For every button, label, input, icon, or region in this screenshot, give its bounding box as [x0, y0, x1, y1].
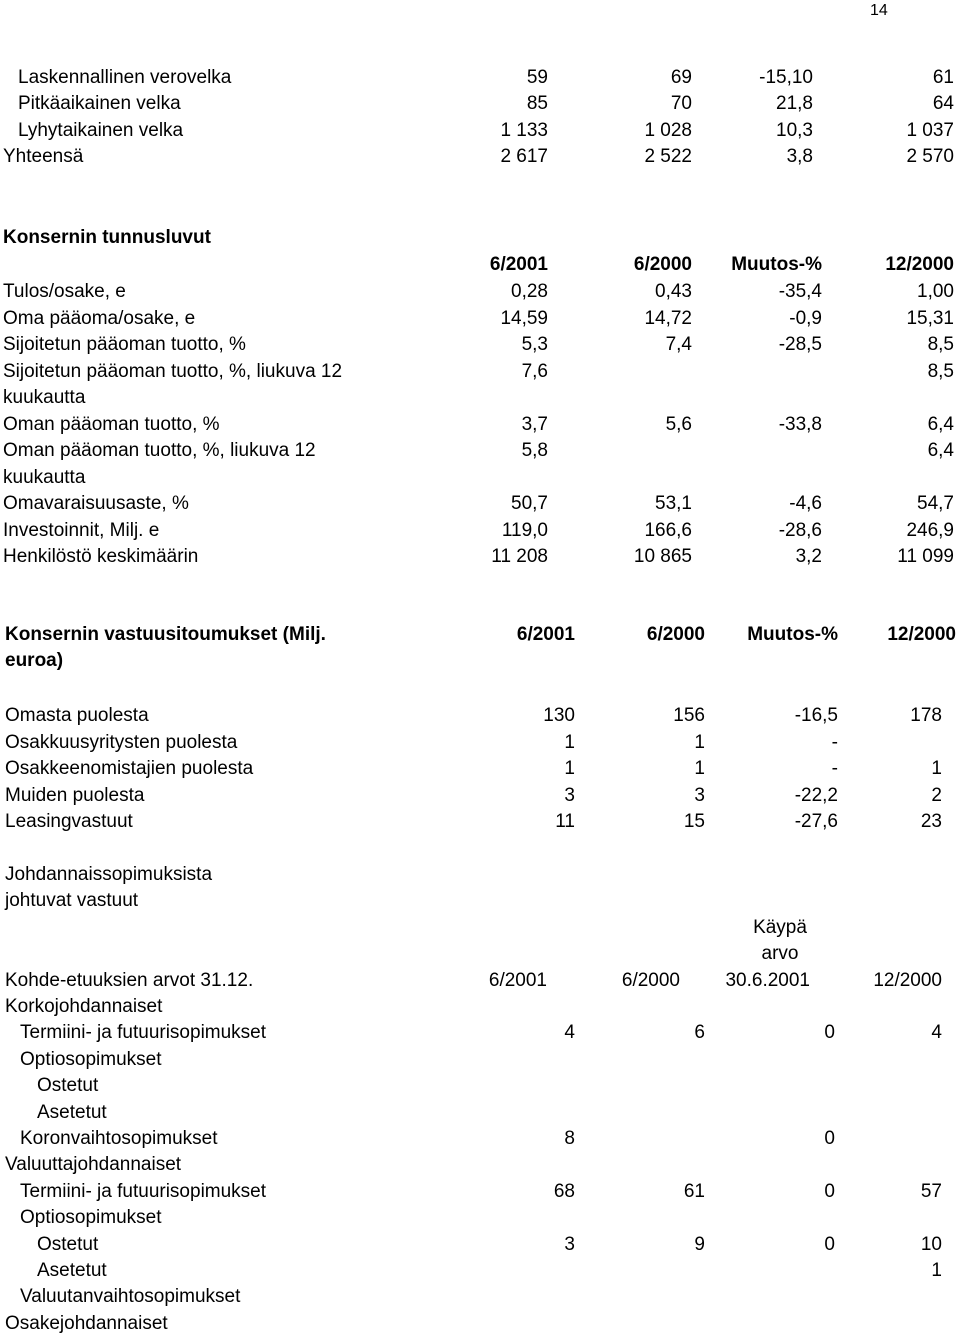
derivatives-header-row	[0, 969, 960, 993]
cell-value: 68	[553, 1180, 575, 1202]
derivatives-title-line1: Johdannaissopimuksista	[5, 864, 213, 885]
row-label: Investoinnit, Milj. e	[3, 519, 160, 541]
row-label-continuation: kuukautta	[3, 466, 86, 488]
derivative-row	[0, 1206, 960, 1230]
derivatives-title	[5, 862, 305, 914]
cell-value: 64	[932, 93, 954, 114]
cell-value: 3,7	[521, 413, 548, 435]
balance-row	[0, 92, 960, 116]
row-label: Laskennallinen verovelka	[18, 67, 232, 88]
cell-value: 0,28	[511, 281, 548, 302]
cell-value: 61	[932, 67, 954, 88]
key-figure-row	[0, 307, 960, 331]
derivative-row	[0, 1180, 960, 1204]
row-label: Korkojohdannaiset	[5, 996, 163, 1017]
cell-value: 8,5	[927, 360, 954, 382]
column-header: 6/2000	[621, 970, 680, 991]
commitment-row	[0, 810, 960, 834]
cell-value: 5,6	[665, 413, 692, 435]
cell-value: 2 617	[500, 146, 548, 167]
derivative-row	[0, 1048, 960, 1072]
commitment-row	[0, 731, 960, 755]
row-label: Asetetut	[37, 1101, 107, 1123]
key-figure-row	[0, 439, 960, 463]
cell-value: 1	[694, 758, 705, 779]
column-header: 6/2000	[633, 254, 692, 275]
derivative-row	[0, 1021, 960, 1045]
cell-value: -28,6	[778, 519, 822, 541]
cell-value: 10 865	[633, 546, 692, 567]
row-label: Oma pääoma/osake, e	[3, 307, 196, 329]
balance-row	[0, 66, 960, 90]
cell-value: 3,8	[786, 146, 813, 167]
key-figure-row	[0, 519, 960, 543]
cell-value: 6	[694, 1022, 705, 1044]
row-label: Optiosopimukset	[20, 1207, 162, 1229]
cell-value: 10,3	[776, 120, 813, 141]
cell-value: -35,4	[778, 281, 822, 302]
key-figure-row-continuation	[0, 386, 960, 410]
cell-value: -16,5	[794, 705, 838, 726]
key-figure-row	[0, 280, 960, 304]
balance-row	[0, 119, 960, 143]
row-label: Valuutanvaihtosopimukset	[20, 1286, 241, 1308]
derivative-row	[0, 1074, 960, 1098]
row-label: Sijoitetun pääoman tuotto, %	[3, 334, 246, 355]
cell-value: 5,3	[521, 334, 548, 355]
row-label: Muiden puolesta	[5, 784, 145, 806]
cell-value: 6,4	[927, 440, 954, 461]
row-label: Koronvaihtosopimukset	[20, 1128, 218, 1149]
cell-value: 3	[694, 784, 705, 806]
cell-value: 3	[564, 784, 575, 806]
cell-value: 6,4	[927, 413, 954, 435]
derivative-row	[0, 1127, 960, 1151]
row-label: Oman pääoman tuotto, %	[3, 413, 220, 435]
cell-value: 11 099	[897, 546, 954, 567]
commitments-title-line2: euroa)	[5, 650, 64, 671]
cell-value: 0	[824, 1233, 835, 1255]
row-label: Tulos/osake, e	[3, 281, 126, 302]
cell-value: 0,43	[655, 281, 692, 302]
cell-value: 57	[920, 1180, 942, 1202]
derivatives-title-line2: johtuvat vastuut	[5, 890, 139, 911]
cell-value: 119,0	[501, 519, 548, 541]
row-label: Termiini- ja futuurisopimukset	[20, 1180, 267, 1202]
cell-value: -28,5	[778, 334, 822, 355]
cell-value: 2 570	[906, 146, 954, 167]
derivative-row	[0, 1101, 960, 1125]
cell-value: 1 037	[906, 120, 954, 141]
cell-value: 166,6	[644, 519, 692, 541]
cell-value: 14,72	[644, 307, 692, 329]
cell-value: 54,7	[917, 493, 954, 514]
cell-value: 23	[920, 811, 942, 832]
fair-value-label	[720, 915, 840, 967]
key-figure-row-continuation	[0, 466, 960, 490]
cell-value: 11	[555, 811, 575, 832]
cell-value: 7,6	[521, 360, 548, 382]
cell-value: 1	[694, 731, 705, 753]
cell-value: 246,9	[906, 519, 954, 541]
row-label: Leasingvastuut	[5, 811, 133, 832]
cell-value: 130	[543, 705, 575, 726]
cell-value: 0	[824, 1022, 835, 1044]
cell-value: 0	[824, 1128, 835, 1149]
cell-value: 1 133	[500, 120, 548, 141]
row-label: Omasta puolesta	[5, 705, 149, 726]
commitment-row	[0, 704, 960, 728]
cell-value: 10	[920, 1233, 942, 1255]
cell-value: -27,6	[794, 811, 838, 832]
row-label: Termiini- ja futuurisopimukset	[20, 1022, 267, 1044]
key-figure-row	[0, 413, 960, 437]
cell-value: 15,31	[906, 307, 954, 329]
cell-value: 50,7	[511, 493, 548, 514]
row-label: Optiosopimukset	[20, 1048, 162, 1070]
cell-value: 4	[931, 1022, 942, 1044]
derivative-row	[0, 995, 960, 1019]
column-header: 6/2001	[489, 254, 548, 275]
cell-value: 2 522	[644, 146, 692, 167]
cell-value: 0	[824, 1180, 835, 1202]
commitment-row	[0, 784, 960, 808]
cell-value: 21,8	[776, 93, 813, 114]
page-number: 14	[870, 2, 888, 19]
derivative-row	[0, 1153, 960, 1177]
row-label: Osakkuusyritysten puolesta	[5, 731, 238, 753]
row-label: Sijoitetun pääoman tuotto, %, liukuva 12	[3, 360, 343, 382]
derivative-row	[0, 1259, 960, 1283]
column-header: 12/2000	[873, 970, 942, 991]
row-label: Valuuttajohdannaiset	[5, 1154, 182, 1176]
row-label: Asetetut	[37, 1260, 107, 1281]
row-label: Osakkeenomistajien puolesta	[5, 758, 254, 779]
cell-value: 5,8	[521, 440, 548, 461]
cell-value: -	[831, 758, 838, 779]
cell-value: 11 208	[491, 546, 548, 567]
cell-value: 4	[564, 1022, 575, 1044]
cell-value: 3	[564, 1233, 575, 1255]
row-label: Ostetut	[37, 1233, 99, 1255]
balance-row	[0, 145, 960, 169]
cell-value: 70	[670, 93, 692, 114]
key-figures-header-row	[0, 253, 960, 277]
cell-value: 15	[683, 811, 705, 832]
cell-value: 7,4	[665, 334, 692, 355]
cell-value: -33,8	[778, 413, 822, 435]
column-header: Muutos-%	[731, 254, 822, 275]
key-figure-row	[0, 333, 960, 357]
cell-value: 1	[564, 758, 575, 779]
cell-value: 69	[670, 67, 692, 88]
cell-value: 8	[564, 1128, 575, 1149]
cell-value: 14,59	[500, 307, 548, 329]
cell-value: 61	[683, 1180, 705, 1202]
commitments-title-line1: Konsernin vastuusitoumukset (Milj.	[5, 624, 326, 645]
cell-value: 2	[931, 784, 942, 806]
cell-value: 1	[931, 758, 942, 779]
fair-value-line2: arvo	[761, 943, 799, 964]
key-figure-row	[0, 360, 960, 384]
column-header: 30.6.2001	[725, 970, 810, 991]
cell-value: 53,1	[655, 493, 692, 514]
column-header: 6/2001	[516, 624, 575, 645]
fair-value-line1: Käypä	[753, 917, 807, 938]
cell-value: 178	[910, 705, 942, 726]
key-figure-row	[0, 545, 960, 569]
cell-value: 59	[526, 67, 548, 88]
derivative-row	[0, 1312, 960, 1336]
row-label: Omavaraisuusaste, %	[3, 493, 189, 514]
row-label: Lyhytaikainen velka	[18, 120, 184, 141]
cell-value: -15,10	[759, 67, 813, 88]
row-label: Oman pääoman tuotto, %, liukuva 12	[3, 440, 316, 461]
cell-value: 1	[564, 731, 575, 753]
cell-value: -4,6	[789, 493, 822, 514]
row-label: Yhteensä	[3, 146, 84, 167]
cell-value: 85	[526, 93, 548, 114]
column-header: 12/2000	[887, 624, 956, 645]
column-header: 6/2001	[488, 970, 547, 991]
cell-value: 1 028	[644, 120, 692, 141]
derivative-row	[0, 1233, 960, 1257]
derivative-row	[0, 1285, 960, 1309]
key-figure-row	[0, 492, 960, 516]
cell-value: 156	[673, 705, 705, 726]
row-label: Pitkäaikainen velka	[18, 93, 181, 114]
cell-value: -0,9	[789, 307, 822, 329]
row-label: Osakejohdannaiset	[5, 1312, 168, 1334]
cell-value: 3,2	[795, 546, 822, 567]
column-header: Muutos-%	[747, 624, 838, 645]
cell-value: 1	[931, 1260, 942, 1281]
cell-value: -	[831, 731, 838, 753]
commitments-header-row	[0, 623, 960, 647]
cell-value: 8,5	[927, 334, 954, 355]
commitment-row	[0, 757, 960, 781]
row-label: Henkilöstö keskimäärin	[3, 546, 199, 567]
cell-value: 1,00	[917, 281, 954, 302]
header-label: Kohde-etuuksien arvot 31.12.	[5, 970, 254, 991]
column-header: 12/2000	[885, 254, 954, 275]
key-figures-title: Konsernin tunnusluvut	[3, 227, 211, 248]
row-label-continuation: kuukautta	[3, 387, 86, 408]
column-header: 6/2000	[646, 624, 705, 645]
cell-value: -22,2	[794, 784, 838, 806]
cell-value: 9	[694, 1233, 705, 1255]
row-label: Ostetut	[37, 1075, 99, 1097]
